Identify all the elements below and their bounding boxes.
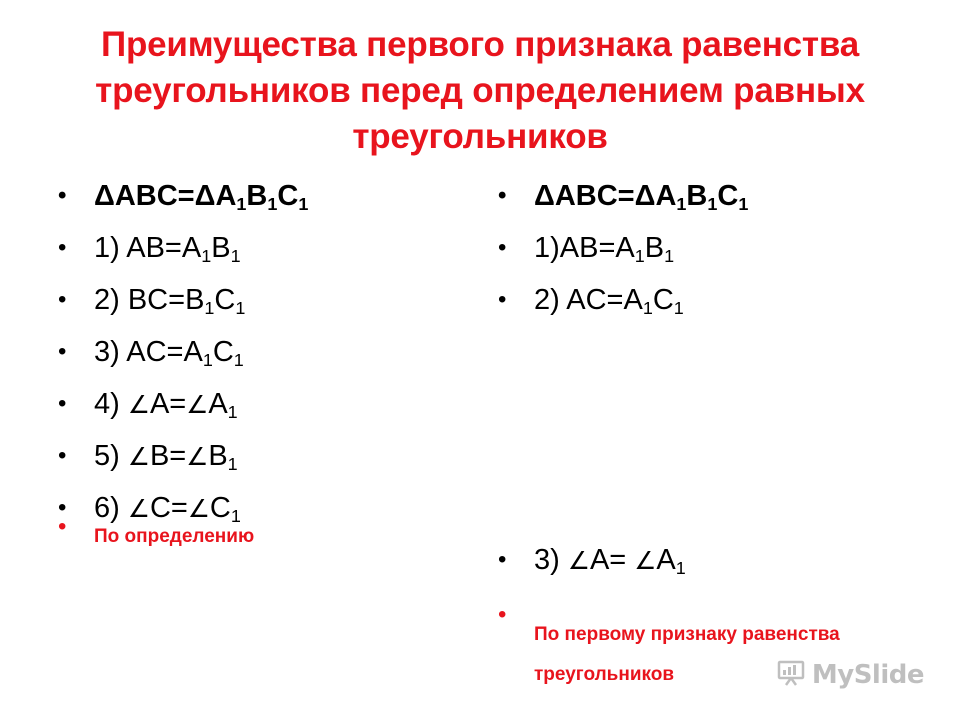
right-note-line-1: По первому признаку равенства	[534, 624, 840, 645]
bullet: •	[58, 234, 67, 261]
bullet: •	[498, 546, 507, 573]
angle-symbol: ∠	[187, 496, 210, 523]
watermark	[776, 658, 924, 692]
angle-symbol: ∠	[186, 392, 209, 419]
angle-symbol: ∠	[567, 548, 590, 575]
bullet: •	[58, 442, 67, 469]
bullet: •	[58, 390, 67, 417]
angle-symbol: ∠	[634, 548, 657, 575]
angle-symbol: ∠	[127, 496, 150, 523]
angle-symbol: ∠	[186, 444, 209, 471]
right-note-line-2: треугольников	[534, 664, 675, 685]
bullet: •	[498, 601, 507, 628]
watermark-text: MySlide	[811, 660, 924, 690]
bullet: •	[58, 513, 67, 540]
bullet: •	[58, 286, 67, 313]
angle-symbol: ∠	[127, 392, 150, 419]
bullet: •	[58, 182, 67, 209]
bullet: •	[58, 494, 67, 521]
presentation-icon	[776, 658, 806, 693]
angle-symbol: ∠	[127, 444, 150, 471]
bullet: •	[498, 234, 507, 261]
bullet: •	[498, 182, 507, 209]
bullet: •	[498, 286, 507, 313]
bullet: •	[58, 338, 67, 365]
left-note-text: По определению	[94, 526, 255, 547]
page-title: Преимущества первого признака равенства треугольников перед определением равных треугольников	[95, 25, 865, 156]
